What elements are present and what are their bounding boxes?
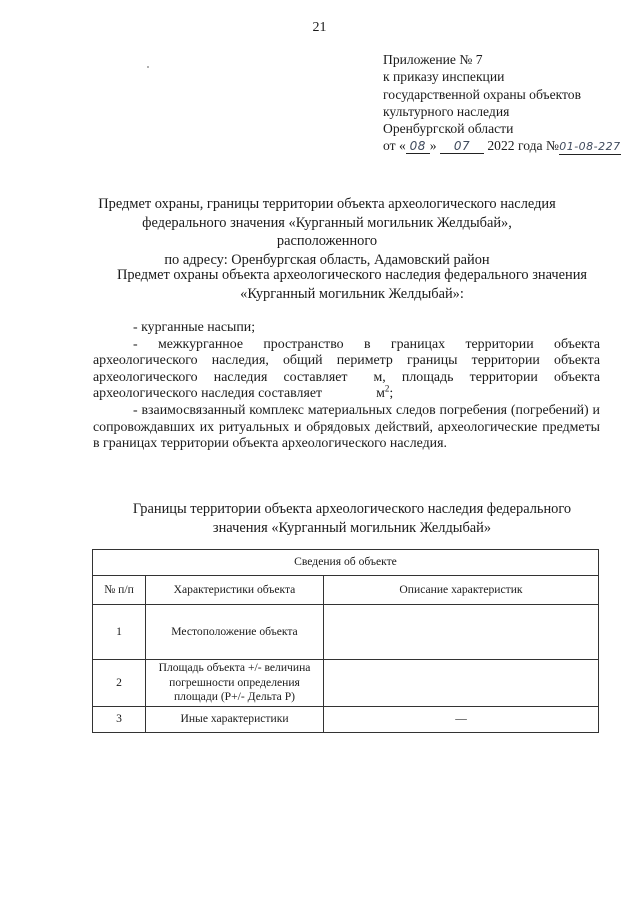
section-heading-protection-subject <box>92 266 612 303</box>
header-num: № п/п <box>93 576 146 605</box>
date-month: 07 <box>440 139 484 154</box>
appendix-line-1: Приложение № 7 <box>383 52 483 67</box>
date-prefix: от « <box>383 138 406 154</box>
appendix-line-5: Оренбургской области <box>383 121 514 137</box>
appendix-date-line <box>383 137 621 155</box>
boundaries-line-1: Границы территории объекта археологического наследия федерального <box>132 501 572 517</box>
table-caption: Сведения об объекте <box>93 550 599 576</box>
document-title <box>92 195 562 269</box>
appendix-line-2: к приказу инспекции <box>383 69 505 85</box>
item2-m-text: м, площадь территории объекта археологического наследия составляет <box>93 369 600 402</box>
row-num: 3 <box>93 707 146 733</box>
table-row <box>93 707 599 733</box>
header-characteristics: Характеристики объекта <box>146 576 324 605</box>
date-mid: » <box>429 138 437 154</box>
table-row <box>93 660 599 707</box>
list-item <box>93 337 600 403</box>
row-characteristic: Местоположение объекта <box>146 605 324 660</box>
order-number: 01-08-227 <box>559 140 621 154</box>
table-row <box>93 605 599 660</box>
subtitle-line-2: «Курганный могильник Желдыбай»: <box>240 285 464 302</box>
scan-speck <box>147 66 149 68</box>
title-line-3: по адресу: Оренбургская область, Адамовский район <box>164 251 490 268</box>
row-description <box>324 660 599 707</box>
row-characteristic: Иные характеристики <box>146 707 324 733</box>
section-heading-boundaries <box>92 500 612 537</box>
item2-superscript: 2 <box>384 383 390 394</box>
item2-text: - межкурганное пространство в границах территории объекта археологического наследия, общий периметр границы территории объекта археологического наследия составляет <box>93 336 600 385</box>
subtitle-line-1: Предмет охраны объекта археологического наследия федерального значения <box>116 267 588 283</box>
list-item: - взаимосвязанный комплекс материальных следов погребения (погребений) и сопровождавших их ритуальных и обрядовых действий, археологические предметы в границах территории объекта археологического наследия. <box>93 402 600 452</box>
title-line-1: Предмет охраны, границы территории объекта археологического наследия <box>98 196 556 212</box>
appendix-header <box>383 51 621 155</box>
appendix-line-3: государственной охраны объектов <box>383 86 582 102</box>
row-characteristic: Площадь объекта +/- величина погрешности определения площади (P+/- Дельта P) <box>146 660 324 707</box>
appendix-line-4: культурного наследия <box>383 103 510 119</box>
list-item: - курганные насыпи; <box>133 320 256 335</box>
row-description: — <box>324 707 599 733</box>
boundaries-line-2: значения «Курганный могильник Желдыбай» <box>212 519 492 536</box>
row-num: 2 <box>93 660 146 707</box>
date-day: 08 <box>406 139 430 154</box>
row-description <box>324 605 599 660</box>
row-num: 1 <box>93 605 146 660</box>
item2-end: ; <box>389 386 394 402</box>
item2-m2-unit: м <box>376 386 385 402</box>
date-suffix: 2022 года № <box>487 138 559 154</box>
header-description: Описание характеристик <box>324 576 599 605</box>
object-info-table <box>92 549 599 733</box>
page-number: 21 <box>312 20 327 35</box>
title-line-2: федерального значения «Курганный могильник Желдыбай», расположенного <box>142 214 512 250</box>
protection-items-list <box>93 320 600 453</box>
